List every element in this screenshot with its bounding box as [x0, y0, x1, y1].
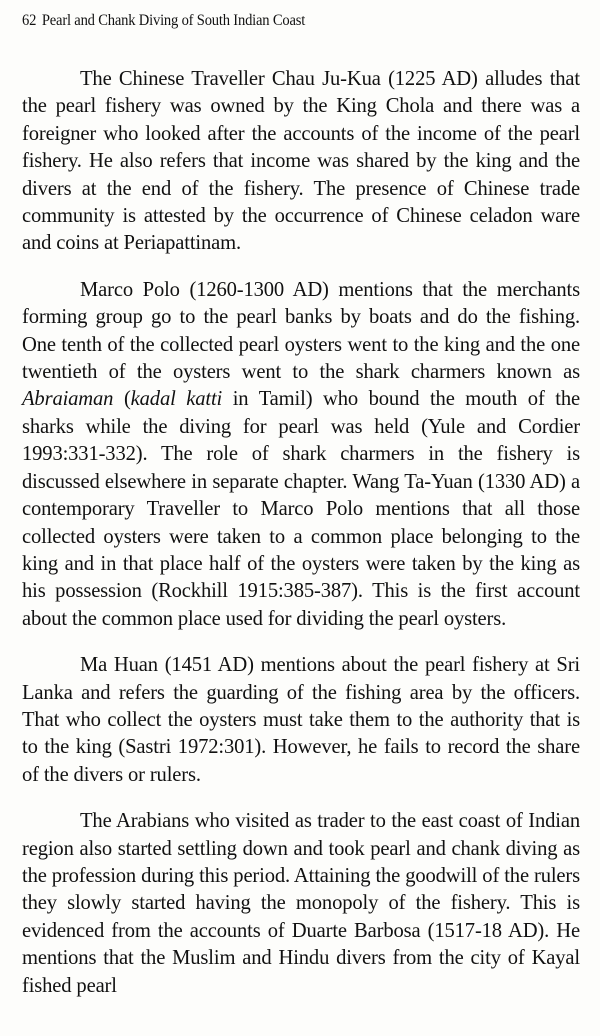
running-head: [22, 12, 547, 30]
italic-term-kadal-katti: kadal katti: [130, 388, 223, 411]
paragraph-chau-ju-kua: The Chinese Traveller Chau Ju-Kua (1225 AD) alludes that the pearl fishery was owned by the King Chola and there was a foreigner who looked after the accounts of the income of the pearl fishery. He also refers that income was shared by the king and the divers at the end of the fishery. The presence of Chinese trade community is attested by the occurrence of Chinese celadon ware and coins at Periapattinam.: [22, 68, 580, 255]
page-number: 62: [22, 12, 37, 29]
paragraph-text: (: [113, 388, 131, 411]
italic-term-abraiaman: Abraiaman: [22, 388, 114, 411]
paragraph-text: in Tamil) who bound the mouth of the sharks while the diving for pearl was held (Yule and Cordier 1993:331-332). The role of shark charmers in the fishery is discussed elsewhere in separate chapter. Wang Ta-Yuan (1330 AD) a contemporary Traveller to Marco Polo mentions that all those collected oysters were taken to a common place belonging to the king and in that place half of the oysters were taken by the king as his possession (Rockhill 1915:385-387). This is the first account about the common place used for dividing the pearl oysters.: [22, 388, 580, 630]
paragraph-arabians: The Arabians who visited as trader to the east coast of Indian region also started settling down and took pearl and chank diving as the profession during this period. Attaining the goodwill of the rulers they slowly started having the monopoly of the fishery. This is evidenced from the accounts of Duarte Barbosa (1517-18 AD). He mentions that the Muslim and Hindu divers from the city of Kayal fished pearl: [22, 810, 580, 997]
paragraph-marco-polo: [22, 277, 580, 633]
running-title: Pearl and Chank Diving of South Indian Coast: [41, 12, 306, 29]
paragraph-text: Marco Polo (1260-1300 AD) mentions that the merchants forming group go to the pearl banks by boats and do the fishing. One tenth of the collected pearl oysters went to the king and the one twentieth of the oysters went to the shark charmers known as: [22, 278, 580, 384]
paragraph-ma-huan: Ma Huan (1451 AD) mentions about the pearl fishery at Sri Lanka and refers the guarding of the fishing area by the officers. That who collect the oysters must take them to the authority that is to the king (Sastri 1972:301). However, he fails to record the share of the divers or rulers.: [22, 654, 580, 786]
